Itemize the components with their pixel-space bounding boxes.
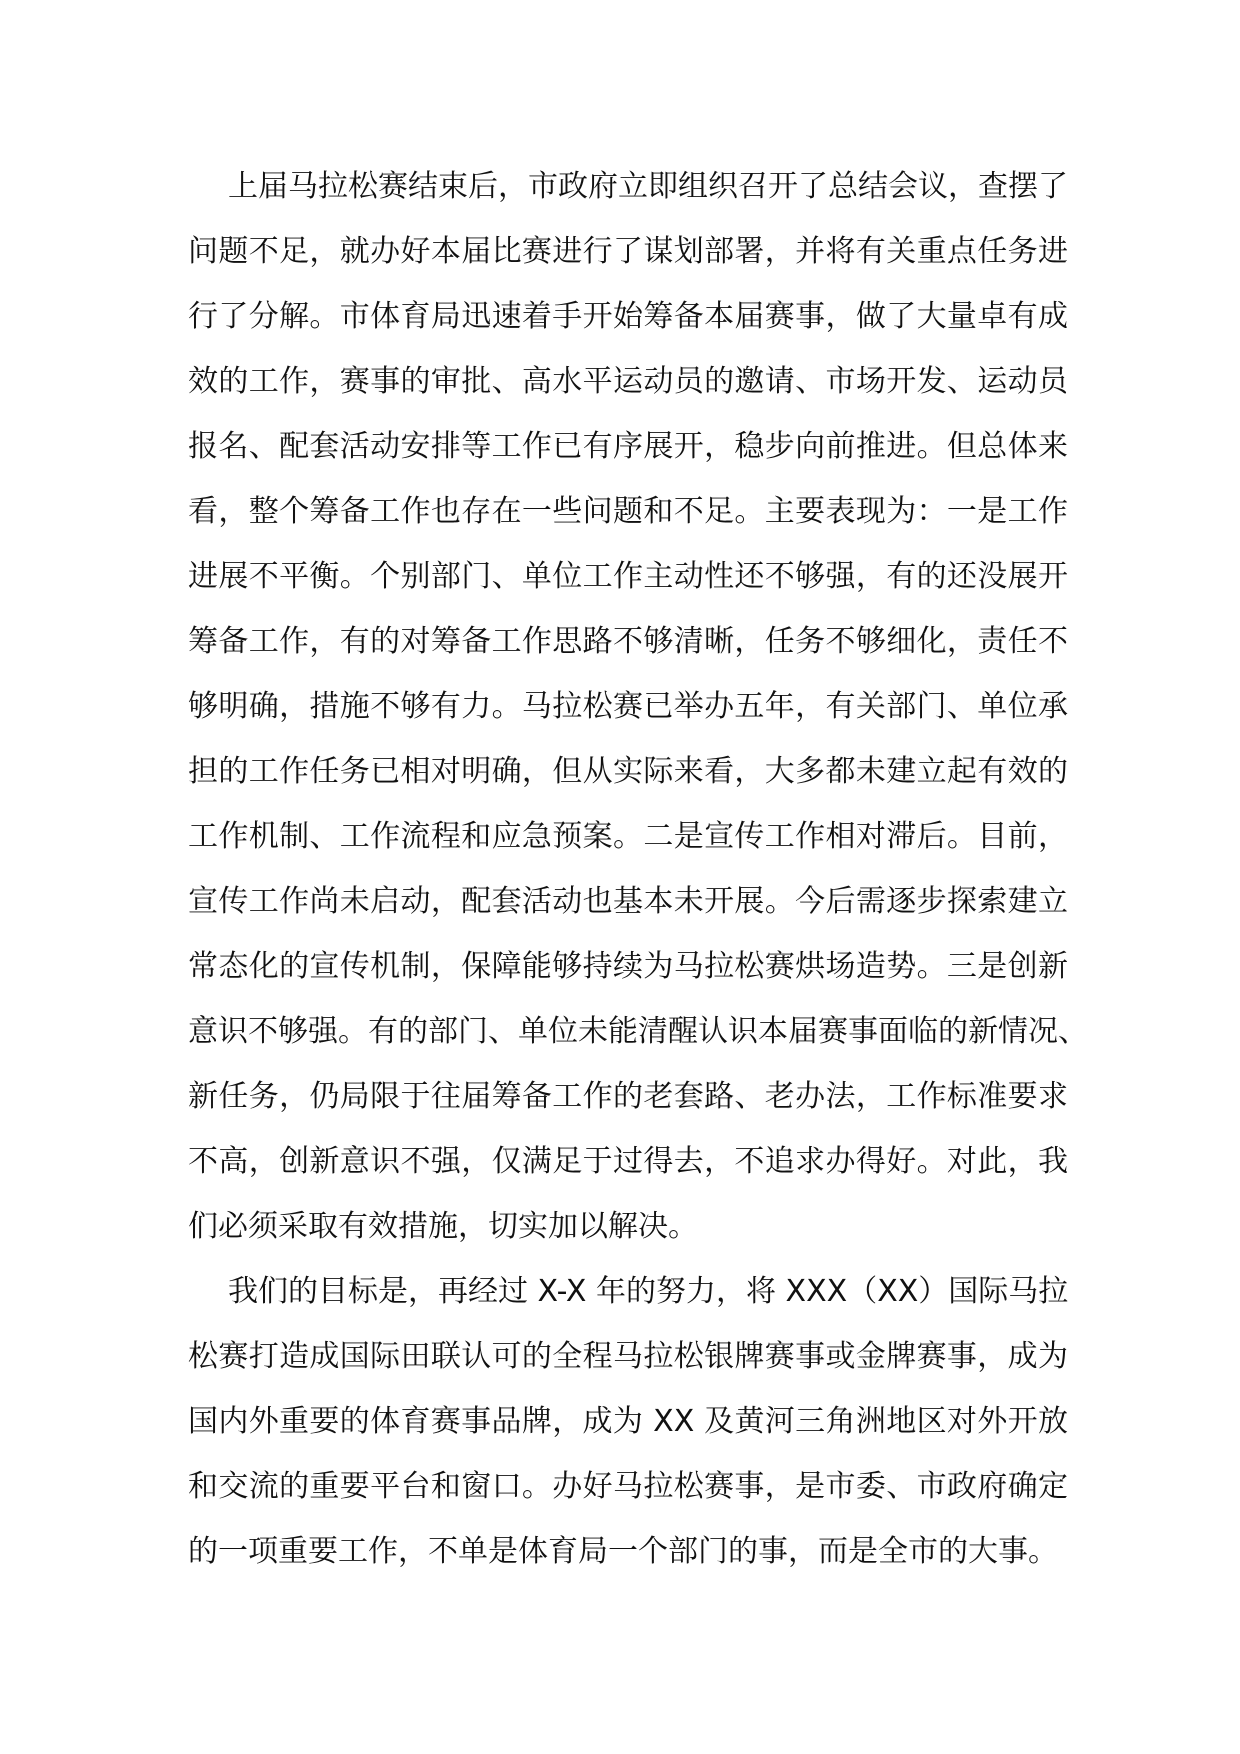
text-line: 们必须采取有效措施，切实加以解决。 (188, 1209, 698, 1244)
text-line: 意识不够强。有的部门、单位未能清醒认识本届赛事面临的新情况、 (188, 1014, 1088, 1049)
text-line: 的一项重要工作，不单是体育局一个部门的事，而是全市的大事。 (188, 1534, 1058, 1569)
text-line: 问题不足，就办好本届比赛进行了谋划部署，并将有关重点任务进 (188, 234, 1068, 269)
text-line: 进展不平衡。个别部门、单位工作主动性还不够强，有的还没展开 (188, 559, 1068, 594)
text-line: 国内外重要的体育赛事品牌，成为 XX 及黄河三角洲地区对外开放 (188, 1404, 1068, 1439)
text-line: 我们的目标是，再经过 X-X 年的努力，将 XXX（XX）国际马拉 (228, 1274, 1069, 1309)
text-line: 不高，创新意识不强，仅满足于过得去，不追求办得好。对此，我 (188, 1144, 1068, 1179)
text-line: 宣传工作尚未启动，配套活动也基本未开展。今后需逐步探索建立 (188, 884, 1068, 919)
text-line: 看，整个筹备工作也存在一些问题和不足。主要表现为：一是工作 (188, 494, 1068, 529)
text-line: 常态化的宣传机制，保障能够持续为马拉松赛烘场造势。三是创新 (188, 949, 1068, 984)
text-line: 效的工作，赛事的审批、高水平运动员的邀请、市场开发、运动员 (188, 364, 1068, 399)
text-line: 和交流的重要平台和窗口。办好马拉松赛事，是市委、市政府确定 (188, 1469, 1068, 1504)
text-line: 工作机制、工作流程和应急预案。二是宣传工作相对滞后。目前， (188, 819, 1068, 854)
text-line: 行了分解。市体育局迅速着手开始筹备本届赛事，做了大量卓有成 (188, 299, 1068, 334)
paragraph-2 (188, 1274, 1069, 1602)
paragraph-1 (188, 169, 1088, 1277)
text-line: 松赛打造成国际田联认可的全程马拉松银牌赛事或金牌赛事，成为 (188, 1339, 1068, 1374)
text-line: 报名、配套活动安排等工作已有序展开，稳步向前推进。但总体来 (188, 429, 1068, 464)
text-line: 上届马拉松赛结束后，市政府立即组织召开了总结会议，查摆了 (228, 169, 1068, 204)
text-line: 够明确，措施不够有力。马拉松赛已举办五年，有关部门、单位承 (188, 689, 1068, 724)
text-line: 担的工作任务已相对明确，但从实际来看，大多都未建立起有效的 (188, 754, 1068, 789)
document-body (188, 169, 1088, 1602)
text-line: 筹备工作，有的对筹备工作思路不够清晰，任务不够细化，责任不 (188, 624, 1068, 659)
text-line: 新任务，仍局限于往届筹备工作的老套路、老办法，工作标准要求 (188, 1079, 1068, 1114)
